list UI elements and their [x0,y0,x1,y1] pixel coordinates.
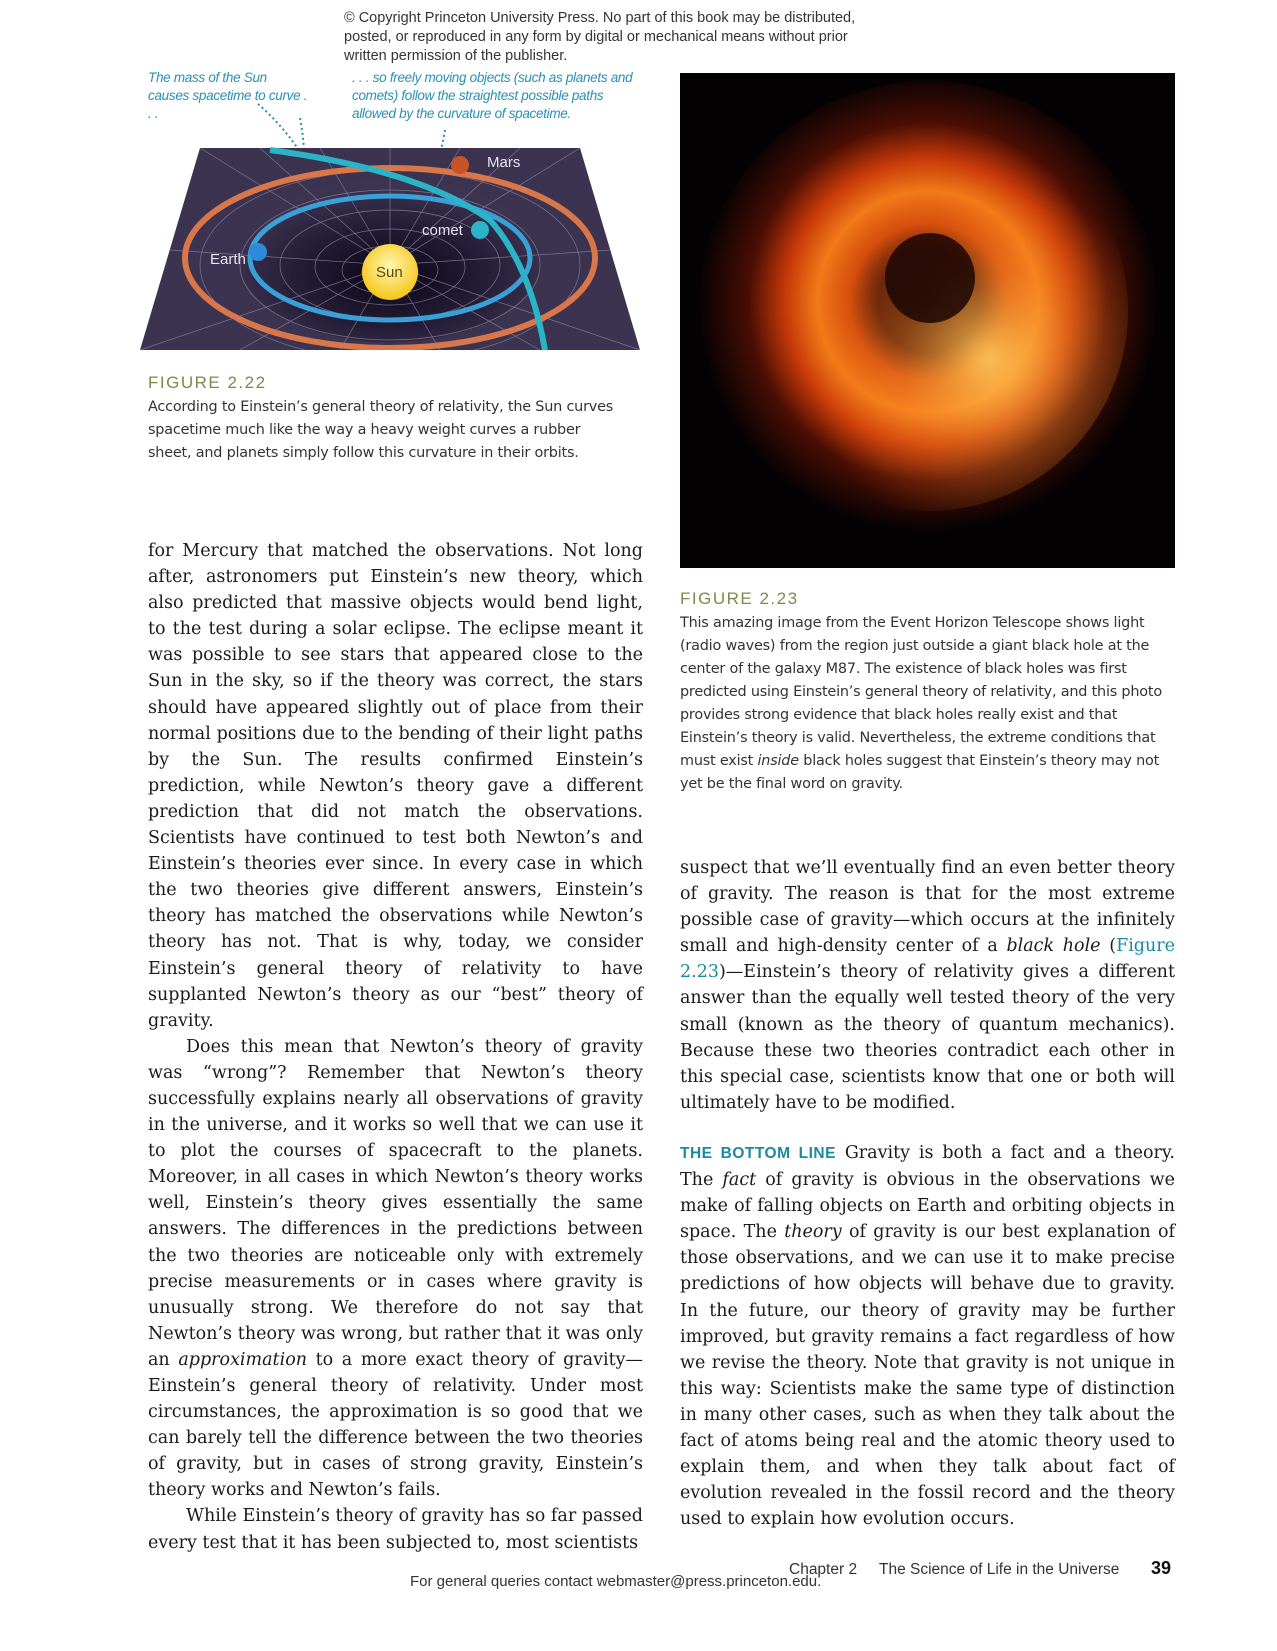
black-hole-photo [680,73,1175,568]
body-paragraph: Does this mean that Newton’s theory of gravity was “wrong”? Remember that Newton’s theory successfully explains nearly all observations of gravity in the universe, and it works so well that we can use it to plot the courses of spacecraft to the planets. Moreover, in all cases in which Newton’s theory works well, Einstein’s theory gives essentially the same answers. The differences in the predictions between the two theories are noticeable only with extremely precise measurements or in cases where gravity is unusually strong. We therefore do not say that Newton’s theory was wrong, but rather that it was only an approximation to a more exact theory of gravity—Einstein’s general theory of relativity. Under most circumstances, the approximation is so good that we can barely tell the difference between the two theories of gravity, but in cases of strong gravity, Einstein’s theory works and Newton’s fails. [148,1036,643,1501]
footer-chapter-title: The Science of Life in the Universe [879,1561,1120,1578]
figure-annotation-right: . . . so freely moving objects (such as planets and comets) follow the straightest possible paths allowed by the curvature of spacetime. [352,70,633,121]
mars-label: Mars [487,154,521,171]
earth-label: Earth [210,251,246,268]
bottom-line-heading: THE BOTTOM LINE [680,1144,836,1162]
left-column [148,538,643,1556]
comet-label: comet [422,222,463,239]
footer-chapter: Chapter 2 [789,1561,858,1578]
right-column [680,855,1175,1532]
body-paragraph: While Einstein’s theory of gravity has so far passed every test that it has been subjected to, most scientists [148,1506,643,1553]
spacetime-curvature-diagram [140,140,640,350]
sun-label: Sun [376,264,403,281]
figure-2-22-caption [148,372,628,465]
page-number: 39 [1151,1558,1172,1578]
footer-queries: For general queries contact webmaster@press.princeton.edu. [410,1573,822,1590]
figure-2-23-label: FIGURE 2.23 [680,589,799,608]
copyright-notice: © Copyright Princeton University Press. No part of this book may be distributed, posted, or reproduced in any form by digital or mechanical means without prior written permission of the publisher. [344,10,856,64]
figure-2-22-label: FIGURE 2.22 [148,373,267,392]
bottom-line-paragraph: THE BOTTOM LINE Gravity is both a fact and a theory. The fact of gravity is obvious in the observations we make of falling objects on Earth and orbiting objects in space. The theory of gravity is our best explanation of those observations, and we can use it to make precise predictions of how objects will behave due to gravity. In the future, our theory of gravity may be further improved, but gravity remains a fact regardless of how we revise the theory. Note that gravity is not unique in this way: Scientists make the same type of distinction in many other cases, such as when they talk about the fact of atoms being real and the atomic theory used to explain them, and when they talk about fact of evolution revealed in the fossil record and the theory used to explain how evolution occurs. [680,1142,1175,1530]
figure-2-23-caption-text: This amazing image from the Event Horizon Telescope shows light (radio waves) from the region just outside a giant black hole at the center of the galaxy M87. The existence of black holes was first predicted using Einstein’s general theory of relativity, and this photo provides strong evidence that black holes really exist and that Einstein’s theory is valid. Nevertheless, the extreme conditions that must exist inside black holes suggest that Einstein’s theory may not yet be the final word on gravity. [680,615,1162,792]
figure-2-23-caption [680,588,1175,796]
figure-2-22-caption-text: According to Einstein’s general theory of relativity, the Sun curves spacetime much like the way a heavy weight curves a rubber sheet, and planets simply follow this curvature in their orbits. [148,399,614,461]
body-paragraph: suspect that we’ll eventually find an even better theory of gravity. The reason is that for the most extreme possible case of gravity—which occurs at the infinitely small and high-density center of a black hole (Figure 2.23)—Einstein’s theory of relativity gives a different answer than the equally well tested theory of the very small (known as the theory of quantum mechanics). Because these two theories contradict each other in this special case, scientists know that one or both will ultimately have to be modified. [680,858,1175,1113]
body-paragraph: for Mercury that matched the observations. Not long after, astronomers put Einstein’s new theory, which also predicted that massive objects would bend light, to the test during a solar eclipse. The eclipse meant it was possible to see stars that appeared close to the Sun in the sky, so if the theory was correct, the stars should have appeared slightly out of place from their normal positions due to the bending of their light paths by the Sun. The results confirmed Einstein’s prediction, while Newton’s theory gave a different prediction that did not match the observations. Scientists have continued to test both Newton’s and Einstein’s theories ever since. In every case in which the two theories give different answers, Einstein’s theory has matched the observations while Newton’s theory has not. That is why, today, we consider Einstein’s general theory of relativity to have supplanted Newton’s theory as our “best” theory of gravity. [148,541,643,1031]
figure-annotation-left: The mass of the Sun causes spacetime to curve . . . [148,70,308,121]
figure-2-23-link[interactable]: Figure 2.23 [680,936,1175,983]
